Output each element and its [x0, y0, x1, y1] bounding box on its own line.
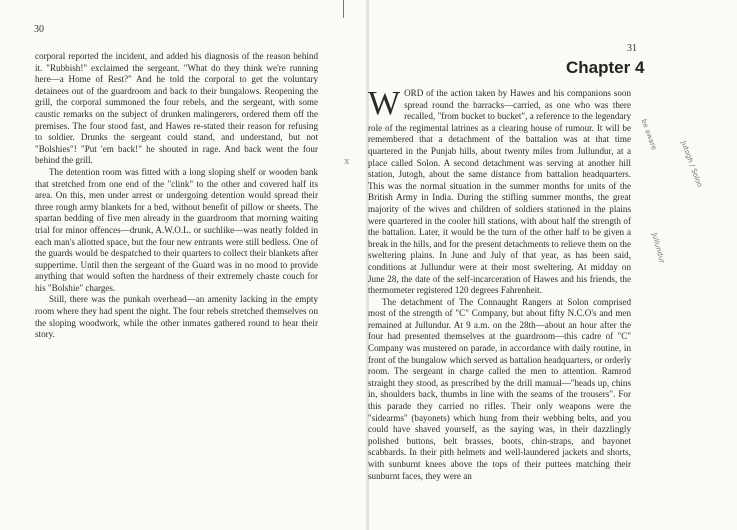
- margin-x-mark: x: [344, 155, 350, 167]
- left-page-text: [35, 51, 318, 341]
- left-page-number: 30: [34, 24, 44, 35]
- left-paragraph-3: Still, there was the punkah overhead—an amenity lacking in the empty room where they had spent the night. The four rebels stretched themselves on the sloping woodwork, while the other inmates gathered round to hear their story.: [35, 294, 318, 340]
- right-paragraph-1-text: ORD of the action taken by Hawes and his companions soon spread round the barracks—carried, as one who was there recalled, "from bucket to bucket", a reference to the legendary role of the regimental latrines as a clearing house of rumour. It will be remembered that a detachment of the battalion was at that time quartered in the Punjab hills, about twenty miles from Jullundur, at a place called Solon. A second detachment was serving at another hill station, Jutogh, about the same distance from battalion headquarters. This was the normal situation in the summer months for units of the British Army in India. During the stifling summer months, the great majority of the wives and children of soldiers stationed in the plains were quartered in the cooler hill stations, with about half the strength of the battalion. Later, it would be the turn of the other half to be given a break in the hills, and for the present detachments to relieve them on the sweltering plains. In June and July of that year, as has been said, conditions at Jullundur were at their most sweltering. At midday on June 28, the date of the self-incarceration of Hawes and his friends, the thermometer registered 120 degrees Fahrenheit.: [368, 88, 631, 296]
- right-paragraph-2: The detachment of The Connaught Rangers at Solon comprised most of the strength of "C" Company, but about fifty N.C.O's and men remained at Jullundur. At 9 a.m. on the 28th—about an hour after the four had presented themselves at the guardroom—this cadre of "C" Company was mustered on parade, in accordance with daily routine, in front of the bungalow which served as battalion headquarters, or orderly room. The sergeant in charge called the men to attention. Ramrod straight they stood, as prescribed by the drill manual—"heads up, chins in, shoulders back, thumbs in line with the seams of the trousers". For this parade they carried no rifles. Their only weapons were the "sidearms" (bayonets) which hung from their webbing belts, and you could have shaved yourself, as the saying was, in their dazzlingly polished buttons, belt brasses, boots, chin-straps, and bayonet scabbards. In their pith helmets and well-laundered jackets and shorts, with sunburnt knees above the tops of their puttees matching their sunburnt faces, they were an: [368, 296, 631, 481]
- drop-cap: W: [368, 85, 401, 122]
- right-page-text: [368, 85, 631, 482]
- margin-note-c: Jullundur: [650, 232, 667, 265]
- right-paragraph-1: [368, 85, 631, 297]
- chapter-heading: Chapter 4: [566, 58, 645, 77]
- left-paragraph-1: corporal reported the incident, and added his diagnosis of the reason behind it. "Rubbish!" exclaimed the sergeant. "What do they think we're running here—a Home of Rest?" And he told the corporal to get the voluntary detainees out of the guardroom and back to their bungalows. Reopening the grill, the corporal summoned the four rebels, and the sergeant, with some caustic remarks on the subject of drunken malingerers, ordered them off the premises. The four stood fast, and Hawes re-stated their reason for refusing to soldier. Drunks the sergeant could stand, and understand, but not "Bolshies"! "Put 'em back!" he shouted in rage. And back went the four behind the grill.: [35, 51, 318, 166]
- margin-note-a: be aware: [639, 118, 659, 152]
- margin-note-b: Jutogh / Solon: [679, 140, 704, 189]
- left-paragraph-2: The detention room was fitted with a long sloping shelf or wooden bank that stretched from one end of the "clink" to the other and covered half its area. On this, men under arrest or undergoing detention would spread their three rough army blankets for a bed, without benefit of pillow or sheets. The spartan bedding of five men already in the guardroom that morning waiting trial for minor offences—drunk, A.W.O.L. or suchlike—was neatly folded in each man's allotted space, but the four new entrants were still bedless. One of the guards would be despatched to their quarters to collect their blankets after suppertime. Until then the sergeant of the Guard was in no mood to provide anything that would soften the hardness of their extremely chaste couch for his "Bolshie" charges.: [35, 166, 318, 293]
- right-page-number: 31: [627, 43, 637, 54]
- fold-mark: [343, 0, 344, 18]
